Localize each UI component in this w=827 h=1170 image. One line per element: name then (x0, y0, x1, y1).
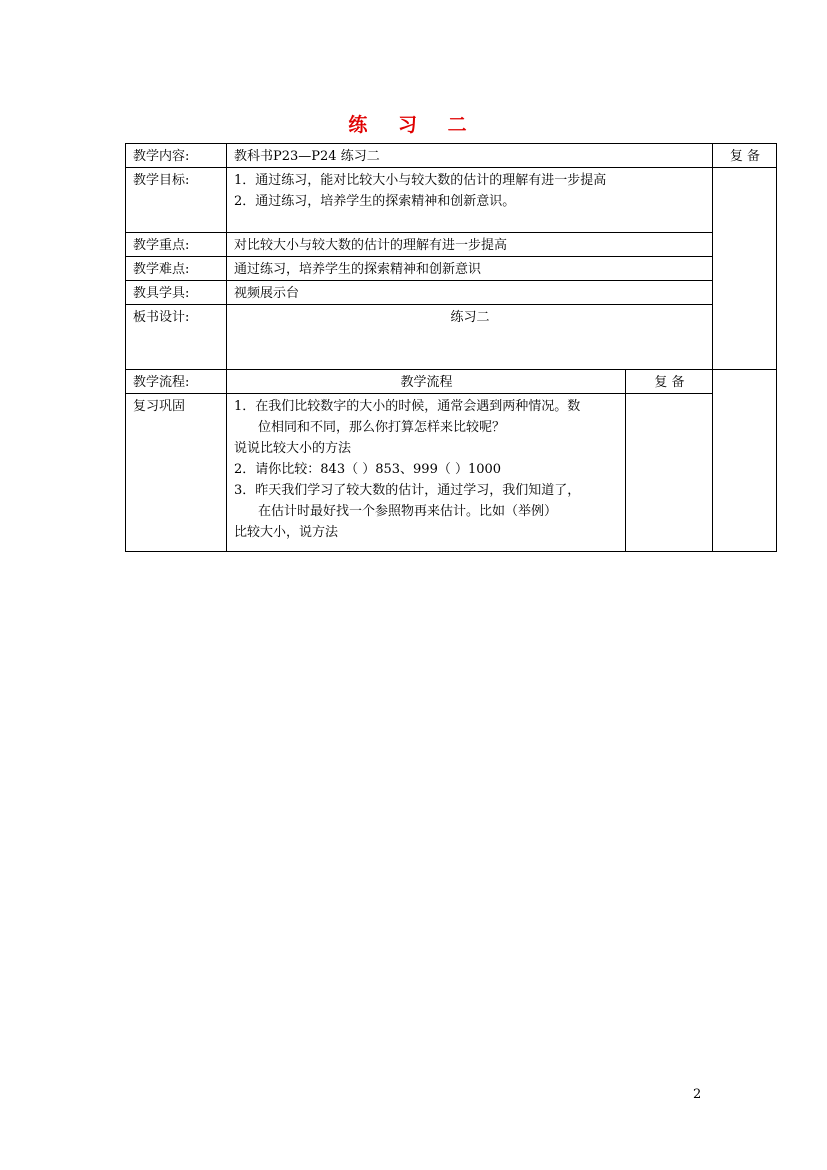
key-value: 对比较大小与较大数的估计的理解有进一步提高 (227, 233, 713, 257)
table-row-content (126, 144, 777, 168)
table-row-board (126, 305, 777, 370)
table-row-key (126, 233, 777, 257)
difficulty-label: 教学难点: (126, 257, 227, 281)
review-notes-column (713, 168, 777, 370)
board-label: 板书设计: (126, 305, 227, 370)
flow-notes-header: 复 备 (626, 370, 713, 394)
tools-label: 教具学具: (126, 281, 227, 305)
review-label: 复习巩固 (126, 394, 227, 552)
table-row-tools (126, 281, 777, 305)
table-row-flow (126, 370, 777, 394)
flow-notes-cell (626, 394, 713, 552)
review-line: 位相同和不同，那么你打算怎样来比较呢？ (258, 420, 506, 435)
key-label: 教学重点: (126, 233, 227, 257)
review-line: 1．在我们比较数字的大小的时候，通常会遇到两种情况。数 (234, 399, 581, 414)
table-row-difficulty (126, 257, 777, 281)
flow-value: 教学流程 (227, 370, 626, 394)
goals-value (227, 168, 713, 233)
review-line: 比较大小，说方法 (234, 525, 339, 540)
difficulty-value: 通过练习，培养学生的探索精神和创新意识 (227, 257, 713, 281)
lesson-plan-table (125, 143, 777, 552)
review-notes-header: 复 备 (713, 144, 777, 168)
review-line: 3．昨天我们学习了较大数的估计，通过学习，我们知道了， (234, 483, 581, 498)
page-number: 2 (693, 1087, 702, 1102)
table-row-goals (126, 168, 777, 233)
goal-item: 1．通过练习，能对比较大小与较大数的估计的理解有进一步提高 (234, 173, 607, 188)
content-value: 教科书P23—P24 练习二 (227, 144, 713, 168)
board-value: 练习二 (227, 305, 713, 370)
review-line: 2．请你比较：843（ ）853、999（ ）1000 (234, 462, 502, 477)
flow-label: 教学流程: (126, 370, 227, 394)
table-row-review (126, 394, 777, 552)
review-line: 在估计时最好找一个参照物再来估计。比如（举例） (258, 504, 558, 519)
goals-label: 教学目标: (126, 168, 227, 233)
review-line: 说说比较大小的方法 (234, 441, 352, 456)
content-label: 教学内容: (126, 144, 227, 168)
review-value (227, 394, 626, 552)
goal-item: 2．通过练习，培养学生的探索精神和创新意识。 (234, 194, 516, 209)
review-notes-column-lower (713, 370, 777, 552)
tools-value: 视频展示台 (227, 281, 713, 305)
page-title: 练 习 二 (348, 114, 479, 136)
